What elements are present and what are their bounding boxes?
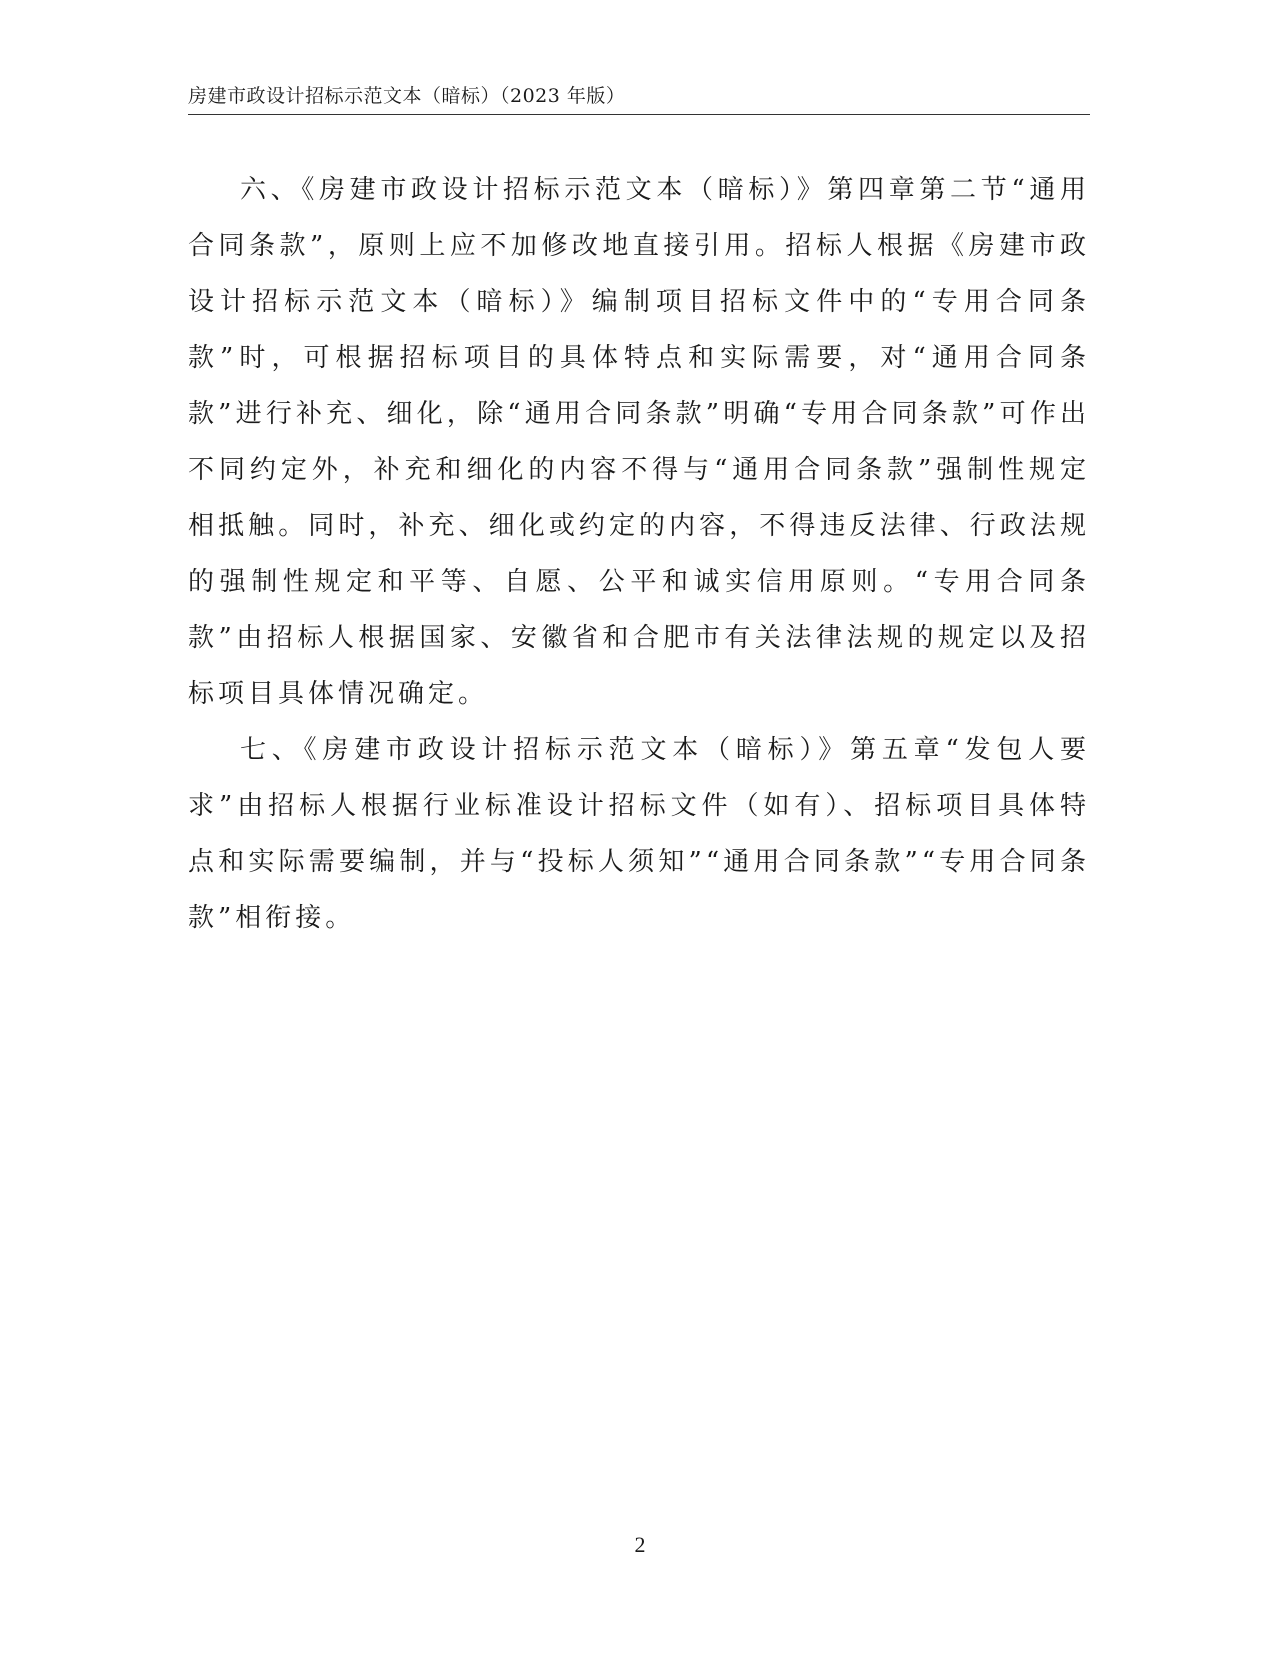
page-header-title: 房建市政设计招标示范文本（暗标）（2023 年版） <box>188 85 626 107</box>
header-divider <box>188 114 1090 115</box>
paragraph-six: 六、《房建市政设计招标示范文本（暗标）》第四章第二节“通用合同条款”，原则上应不加修改地直接引用。招标人根据《房建市政设计招标示范文本（暗标）》编制项目招标文件中的“专用合同条款”时，可根据招标项目的具体特点和实际需要，对“通用合同条款”进行补充、细化，除“通用合同条款”明确“专用合同条款”可作出不同约定外，补充和细化的内容不得与“通用合同条款”强制性规定相抵触。同时，补充、细化或约定的内容，不得违反法律、行政法规的强制性规定和平等、自愿、公平和诚实信用原则。“专用合同条款”由招标人根据国家、安徽省和合肥市有关法律法规的规定以及招标项目具体情况确定。 <box>188 175 1090 709</box>
document-body <box>188 162 1090 946</box>
paragraph-seven: 七、《房建市政设计招标示范文本（暗标）》第五章“发包人要求”由招标人根据行业标准设计招标文件（如有）、招标项目具体特点和实际需要编制，并与“投标人须知”“通用合同条款”“专用合同条款”相衔接。 <box>188 735 1090 933</box>
page-number: 2 <box>634 1532 646 1557</box>
